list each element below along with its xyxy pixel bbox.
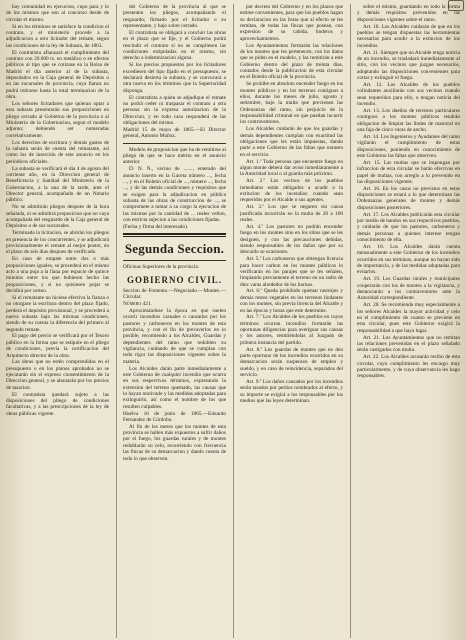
paragraph: Art. 8.º Los guardas de montes que no den parte oportuno de los incendios ocurridos en su demarcacion serán suspensos de empleo y sueldo, y en caso de reincidencia, separados del servicio. bbox=[240, 346, 343, 379]
paragraph: Art. 11. Siempre que un Alcalde tenga noticia de un incendio, se trasladará inmediatamente al sitio, con los vecinos que juzgue necesarios, adoptando las disposiciones convenientes para cortar y extinguir el fuego. bbox=[357, 49, 460, 81]
paragraph: Art. 19. Los Guardas rurales y municipales cooperarán con los de montes a la vigilancia, y denunciarán a los contraventores ante la Autoridad correspondiente. bbox=[357, 276, 460, 302]
signature-line: Huelva 16 de junio de 1865.—Eduardo Fernandez de Córdoba. bbox=[123, 410, 226, 423]
paragraph: Art. 18. Los Alcaldes darán cuenta mensualmente a este Gobierno de los incendios ocurridos en sus términos, aunque no hayan sido de importancia, y de las medidas adoptadas para evitarlos. bbox=[357, 244, 460, 276]
paragraph: El contratista quedará sujeto a las disposiciones del pliego de condiciones facultativas, y a las prescripciones de la ley de obras públicas vigente. bbox=[6, 391, 109, 417]
paragraph: sobre el mismo, guardando en todo la forma y demás requisitos prevenidos en las disposiciones vigentes sobre el ramo. bbox=[357, 4, 460, 23]
paragraph: Los derechos de escritura y demás gastos de la subasta serán de cuenta del rematante, así como los de inserción de este anuncio en los periódicos oficiales. bbox=[6, 139, 109, 165]
paragraph: Art. 9.º Los daños causados por los incendios serán tasados por peritos nombrados al efecto, y su importe se exigirá a los responsables por los medios que las leyes determinan. bbox=[240, 379, 343, 405]
paragraph: En caso de empate entre dos o más proposiciones iguales, se procederá en el mismo acto a una puja a la llana por espacio de quince minutos entre los que hubiesen hecho las proposiciones, y si no quisiesen pujar se decidirá por sorteo. bbox=[6, 256, 109, 294]
paragraph: Terminada la licitacion, se abrirán los pliegos en presencia de los concurrentes, y se adjudicará provisionalmente el remate al mejor postor, en el plazo de seis dias despues de verificado. bbox=[6, 230, 109, 256]
paragraph: Art. 15. Las multas que se impongan por infraccion de esta circular se harán efectivas en papel de multas, con arreglo a lo prevenido en las disposiciones vigentes. bbox=[357, 159, 460, 185]
paragraph: Art. 10. Los Alcaldes cuidarán de que en los pueblos se tengan dispuestas las herramientas necesarias para acudir a la extincion de los incendios. bbox=[357, 23, 460, 49]
paragraph: El contratista afianzará el cumplimiento del contrato con 20.000 rs. en metálico o en efectos públicos al tipo que se cotizase en la Bolsa de Madrid el dia anterior al de la subasta, depositados en la Caja general de Depósitos o en las sucursales de provincia, cuya fianza no podrá retirarse hasta la total terminacion de la obra. bbox=[6, 49, 109, 100]
paragraph: Los señores licitadores que quieran optar a esta subasta presentarán sus proposiciones en pliego cerrado al Gobierno de la provincia o al Ministerio de la Gobernacion, segun el modelo adjunto; debiendo ser numeradas correlativamente. bbox=[6, 100, 109, 139]
paragraph: Si los precios propuestos por los licitadores excediesen del tipo fijado en el presupuesto, se declarará desierta la subasta, y se convocará a otra nueva en los términos que la Superioridad disponga. bbox=[123, 62, 226, 94]
divider bbox=[123, 143, 226, 144]
column-1 bbox=[6, 4, 109, 638]
paragraph: hay comunidad en ejecucion, cupo para y lo de los mismos que son al concurso desde de circular el mismo. bbox=[6, 4, 109, 23]
paragraph: Art. 22. Los Alcaldes acusarán recibo de esta circular, cuyo cumplimiento les encargo muy particularmente, y de cuya observancia les hago responsables. bbox=[357, 354, 460, 380]
paragraph: Aproximándose la época en que suelen ocurrir incendios casuales o causados por los pastores y carboneros en los montes de esta provincia, y con el fin de precaverlos en lo posible, recomiendo a los Alcaldes, Guardas y dependientes del ramo que redoblen su vigilancia, cuidando de que se cumplan con todo rigor las disposiciones vigentes sobre la materia. bbox=[123, 307, 226, 365]
paragraph: Art. 7.º Los Alcaldes de los pueblos en cuyos términos ocurran incendios formarán las oportunas diligencias para averiguar sus causas y los autores, remitiéndolas al Juzgado de primera instancia del partido. bbox=[240, 314, 343, 346]
paragraph: El contratista a quien se adjudique el remate no podrá ceder ni traspasar el contrato a otra persona sin la expresa autorizacion de la Direccion, y en todo caso responderá de las obligaciones del mismo. bbox=[123, 94, 226, 126]
paragraph: Al fin de los meses que los montes de esta provincia se hallen más expuestos a sufrir daños por el fuego, los guardas rurales y de montes redoblarán su celo, recorriendo con frecuencia las fincas de su demarcacion y dando cuenta de todo lo que observen. bbox=[123, 423, 226, 462]
paragraph: Art. 13. Los dueños de terrenos particulares contiguos a los montes públicos tendrán obligacion de limpiar las lindes de matorral en una faja de cinco varas de ancho. bbox=[357, 107, 460, 133]
paragraph: Art. 14. Los Ingenieros y Ayudantes del ramo vigilarán el cumplimiento de estas disposiciones, poniendo en conocimiento de este Gobierno las faltas que observen. bbox=[357, 133, 460, 159]
paragraph: D. N. N., vecino de ......., enterado del anuncio inserto en la Gaceta número ..., fecha ..., y en el Boletin oficial de ..., número ..., fecha ..., y de las demás condiciones y requisitos que se exigen para la adjudicacion en pública subasta de las obras de construccion de ..., se compromete a tomar a su cargo la ejecucion de las mismas por la cantidad de ... reales vellon, con estricta sujecion a las condiciones fijadas. bbox=[123, 166, 226, 223]
circular-number: Número 421. bbox=[123, 300, 152, 307]
paragraph: Art. 20. Se recomienda muy especialmente a los señores Alcaldes la mayor actividad y celo en el cumplimiento de cuanto se previene en esta circular, pues este Gobierno exigirá la responsabilidad a que haya lugar. bbox=[357, 302, 460, 334]
paragraph: Art. 3.º Los que se negaren sin causa justificada incurrirán en la multa de 20 a 100 reales. bbox=[240, 204, 343, 223]
paragraph: Se prohibe en absoluto encender fuego en los montes públicos y en los terrenos contiguos a ellos, durante los meses de julio, agosto y setiembre, bajo la multa que previenen las Ordenanzas del ramo, sin perjuicio de la responsabilidad criminal en que puedan incurrir los contraventores. bbox=[240, 81, 343, 126]
paragraph: Art. 12. Los Alcaldes de los pueblos colindantes auxiliarán con sus vecinos cuando sean requeridos para ello, o tengan noticia del incendio. bbox=[357, 81, 460, 107]
paragraph: Los Ayuntamientos formarán las relaciones de los montes que les pertenecen, con los datos que se piden en el modelo, y las remitirán a este Gobierno dentro del plazo de treinta dias, contados desde la publicacion de esta circular en el Boletin oficial de la provincia. bbox=[240, 42, 343, 81]
gobierno-heading: GOBIERNO CIVIL. bbox=[126, 274, 222, 285]
paragraph: Art. 21. Los Ayuntamientos que no remitan las relaciones prevenidas en el plazo señalado serán castigados con multa. bbox=[357, 334, 460, 354]
subheading: Seccion de Fomento.—Negociado.—Montes.—Circular. bbox=[123, 287, 226, 300]
paragraph: Los Alcaldes cuidarán de que los guardas y demás dependientes cumplan con exactitud las obligaciones que les están impuestas, dando parte a este Gobierno de las faltas que notasen en el servicio. bbox=[240, 126, 343, 158]
signature-line: Madrid 15 de mayo de 1865.—El Director general, Antonio Muñoz. bbox=[123, 126, 226, 140]
column-3 bbox=[233, 4, 343, 638]
paragraph: Si en los términos se satisface la condicion el contrato, y el ministerio procede a la adjudicacion a otro licitador del remate, segun las condiciones de la ley de Subasta, de 1863. bbox=[6, 23, 109, 49]
section-heading: Segunda Seccion. bbox=[124, 241, 225, 257]
paragraph: Las obras que no estén comprendidas en el presupuesto o en los planos aprobados no se ejecutarán sin el expreso consentimiento de la Direccion general, y se abonarán por los precios de tasacion. bbox=[6, 359, 109, 391]
paragraph: La subasta se verificará el dia 4 de agosto del corriente año, en la Direccion general de Beneficencia y Sanidad del Ministerio de la Gobernacion, a la una de la tarde, ante el Director general, acompañado de un Notario público. bbox=[6, 165, 109, 204]
columns bbox=[6, 4, 460, 638]
paragraph: Art. 6.º Queda prohibido quemar rastrojos y demás restos vegetales en los terrenos lindantes con los montes, sin previa licencia del Alcalde y en las épocas y horas que este determine. bbox=[240, 288, 343, 314]
column-2 bbox=[116, 4, 226, 638]
paragraph: Art. 16. En los casos no previstos en estas disposiciones se estará a lo que determinan las Ordenanzas generales de montes y demás disposiciones posteriores. bbox=[357, 185, 460, 211]
divider bbox=[123, 260, 226, 261]
paragraph: Los Alcaldes darán parte inmediatamente a este Gobierno de cualquier incendio que ocurra en sus respectivos términos, expresando la extension del terreno quemado, las causas que lo hayan motivado y las medidas adoptadas para extinguirlo, así como el nombre de los que resulten culpables. bbox=[123, 365, 226, 410]
paragraph: Art. 2.º Los vecinos de los pueblos inmediatos están obligados a acudir a la extincion de los incendios cuando sean requeridos por el Alcalde o sus agentes. bbox=[240, 178, 343, 204]
paragraph: Art. 4.º Los pastores no podrán encender fuego en los montes sino en los sitios que se les designen, y con las precauciones debidas, siendo responsables de los daños que por su descuido se ocasionen. bbox=[240, 223, 343, 256]
paragraph: Art. 17. Los Alcaldes publicarán esta circular por medio de bandos en sus respectivos pueblos, y cuidarán de que los pastores, carboneros y demás personas a quienes interese tengan conocimiento de ella. bbox=[357, 211, 460, 244]
paragraph: Si el rematante no hiciese efectiva la fianza o no otorgase la escritura dentro del plazo fijado, perderá el depósito provisional, y se procederá a nueva subasta bajo las mismas condiciones, siendo de su cuenta la diferencia del primero al segundo remate. bbox=[6, 294, 109, 333]
paragraph: El contratista se obligará a concluir las obras en el plazo que se fije, y el Gobierno podrá rescindir el contrato si no se cumpliesen las condiciones estipuladas en el mismo, sin derecho a indemnizacion alguna. bbox=[123, 29, 226, 62]
subheading: Oficinas Superiores de la provincia. bbox=[123, 264, 200, 271]
paragraph: por decreto del Gobierno y en los plazos que estime convenientes, para que los pueblos hagan su declaracion en las listas que al efecto se les remitan, de todas las fincas que posean, con expresion de su cabida, linderos y aprovechamientos. bbox=[240, 4, 343, 42]
paragraph: Art. 5.º Los carboneros que obtengan licencia para hacer carbon en los montes públicos lo verificarán en los parajes que se les señalen, limpiando previamente el terreno en un radio de diez varas alrededor de los hornos. bbox=[240, 256, 343, 288]
date-signature-note: (Fecha y firma del interesado). bbox=[123, 223, 189, 230]
double-rule bbox=[123, 233, 226, 237]
paragraph: El pago del precio se verificará por el Tesoro público en la forma que se estipule en el pliego de condiciones, previa la certificacion del Arquitecto director de la obra. bbox=[6, 333, 109, 359]
column-4 bbox=[350, 4, 460, 638]
paragraph: Art. 1.º Toda persona que encuentre fuego en algun monte deberá dar aviso inmediatamente a la Autoridad local o al guarda más próximo. bbox=[240, 158, 343, 178]
paragraph: del Gobierno de la provincia al que se presenten los pliegos, acompañando el resguardo; firmado por el licitador o su representante, y bajo sobre cerrado. bbox=[123, 4, 226, 30]
paragraph: No se admitirán pliegos despues de la hora señalada, ni se admitirá proposicion que no vaya acompañada del resguardo de la Caja general de Depósitos o de sus sucursales. bbox=[6, 204, 109, 230]
paragraph: Modelo de proposicion que ha de remitirse al pliego de que se hace mérito en el anuncio anterior. bbox=[123, 146, 226, 166]
